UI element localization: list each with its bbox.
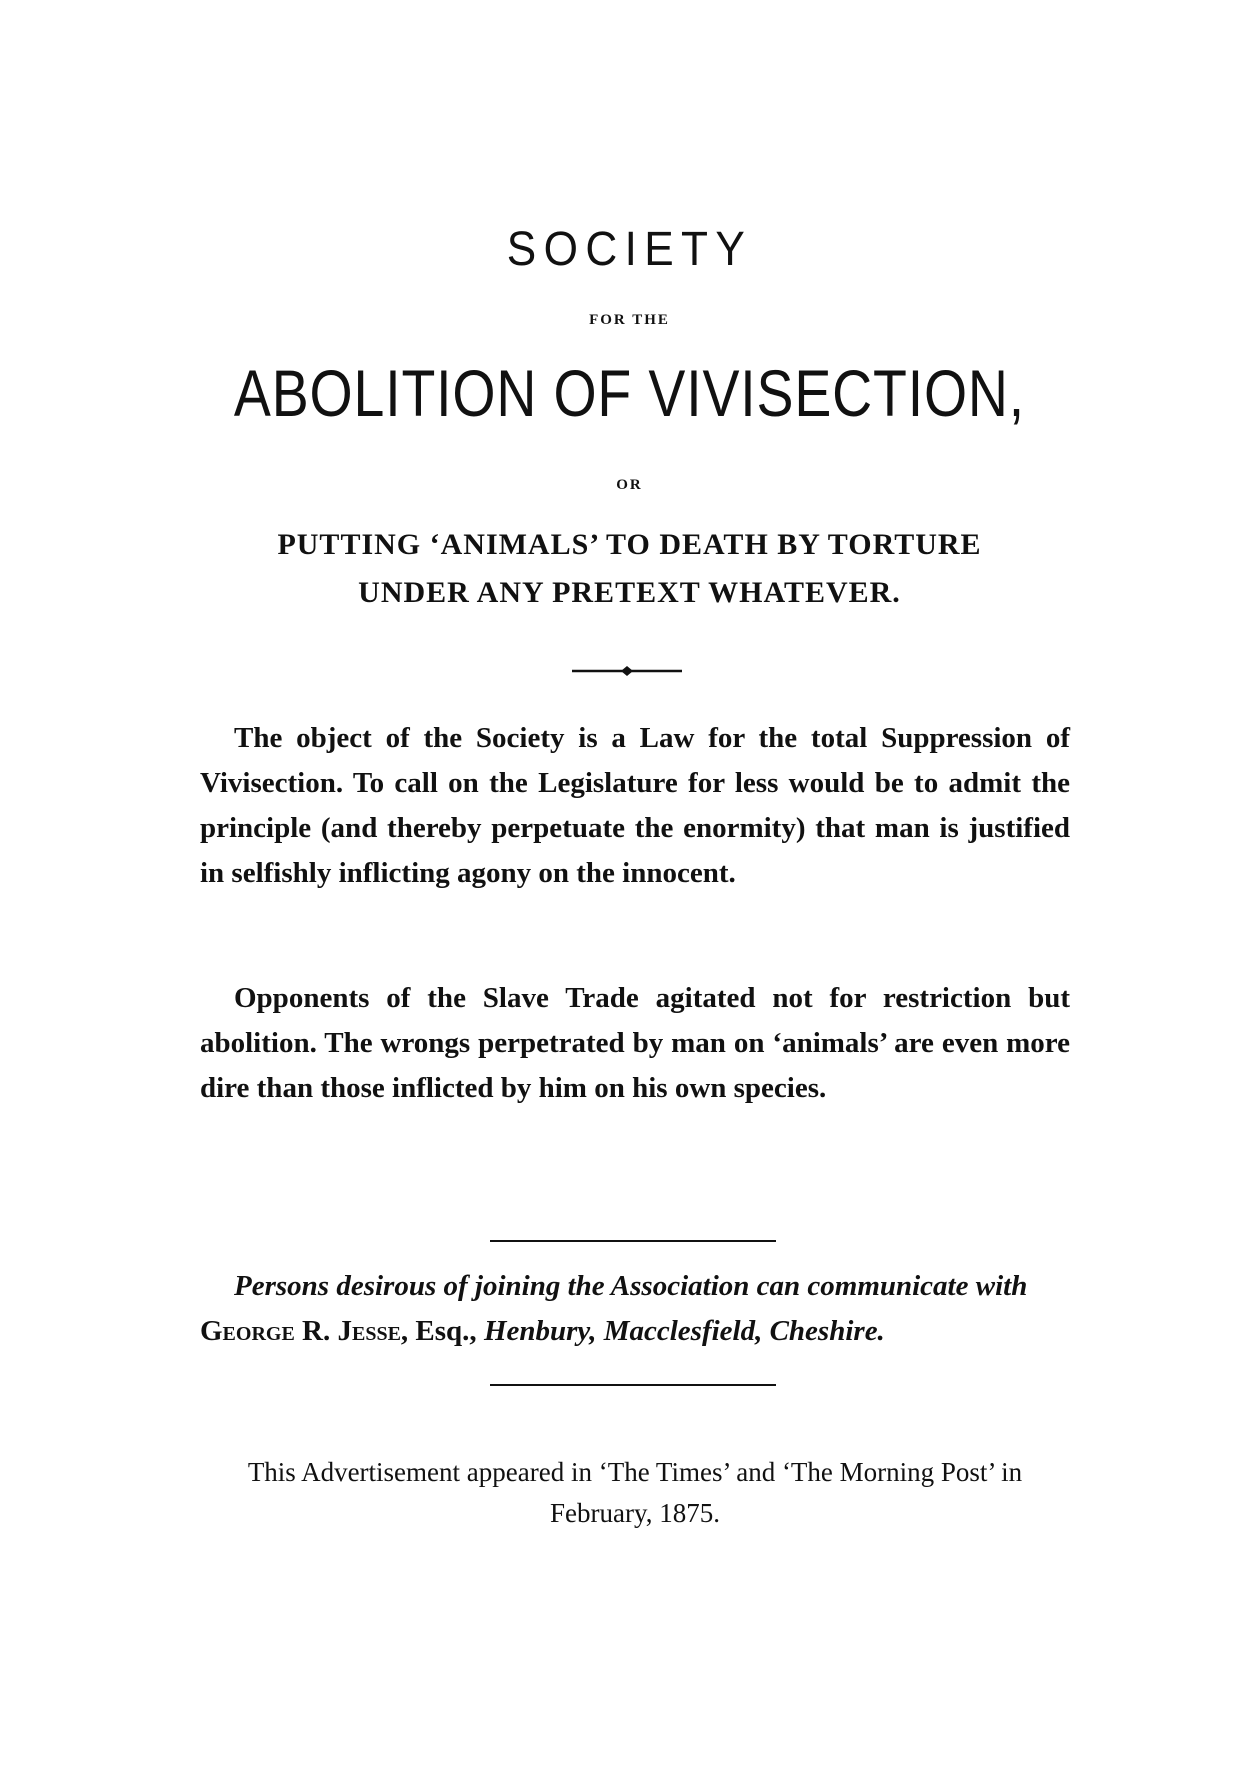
divider-rule-bottom bbox=[490, 1384, 776, 1386]
ornament-divider bbox=[572, 664, 682, 678]
footnote-advertisement: This Advertisement appeared in ‘The Times’ and ‘The Morning Post’ in February, 1875. bbox=[247, 1457, 1023, 1528]
join-notice-address: Henbury, Macclesfield, Cheshire. bbox=[483, 1315, 885, 1347]
join-notice bbox=[200, 1264, 1070, 1354]
subtitle-line-2: UNDER ANY PRETEXT WHATEVER. bbox=[358, 576, 901, 609]
title-for-the: FOR THE bbox=[589, 312, 670, 328]
paragraph-object: The object of the Society is a Law for the total Suppression of Vivisection. To call on the Legislature for less would be to admit the principle (and thereby perpetuate the enormity) that man is justified in selfishly inflicting agony on the innocent. bbox=[200, 722, 1070, 889]
title-or: OR bbox=[616, 477, 643, 493]
join-notice-lead: Persons desirous of joining the Association can communicate with bbox=[234, 1270, 1028, 1302]
title-main: ABOLITION OF VIVISECTION, bbox=[233, 356, 1026, 430]
subtitle-line-1: PUTTING ‘ANIMALS’ TO DEATH BY TORTURE bbox=[277, 528, 982, 561]
join-notice-name: George R. Jesse bbox=[200, 1315, 401, 1347]
paragraph-slave-trade: Opponents of the Slave Trade agitated not for restriction but abolition. The wrongs perpetrated by man on ‘animals’ are even more dire than those inflicted by him on his own species. bbox=[200, 982, 1070, 1104]
divider-rule-top bbox=[490, 1240, 776, 1242]
join-notice-esq: , Esq., bbox=[400, 1315, 477, 1347]
title-society: SOCIETY bbox=[506, 223, 753, 276]
